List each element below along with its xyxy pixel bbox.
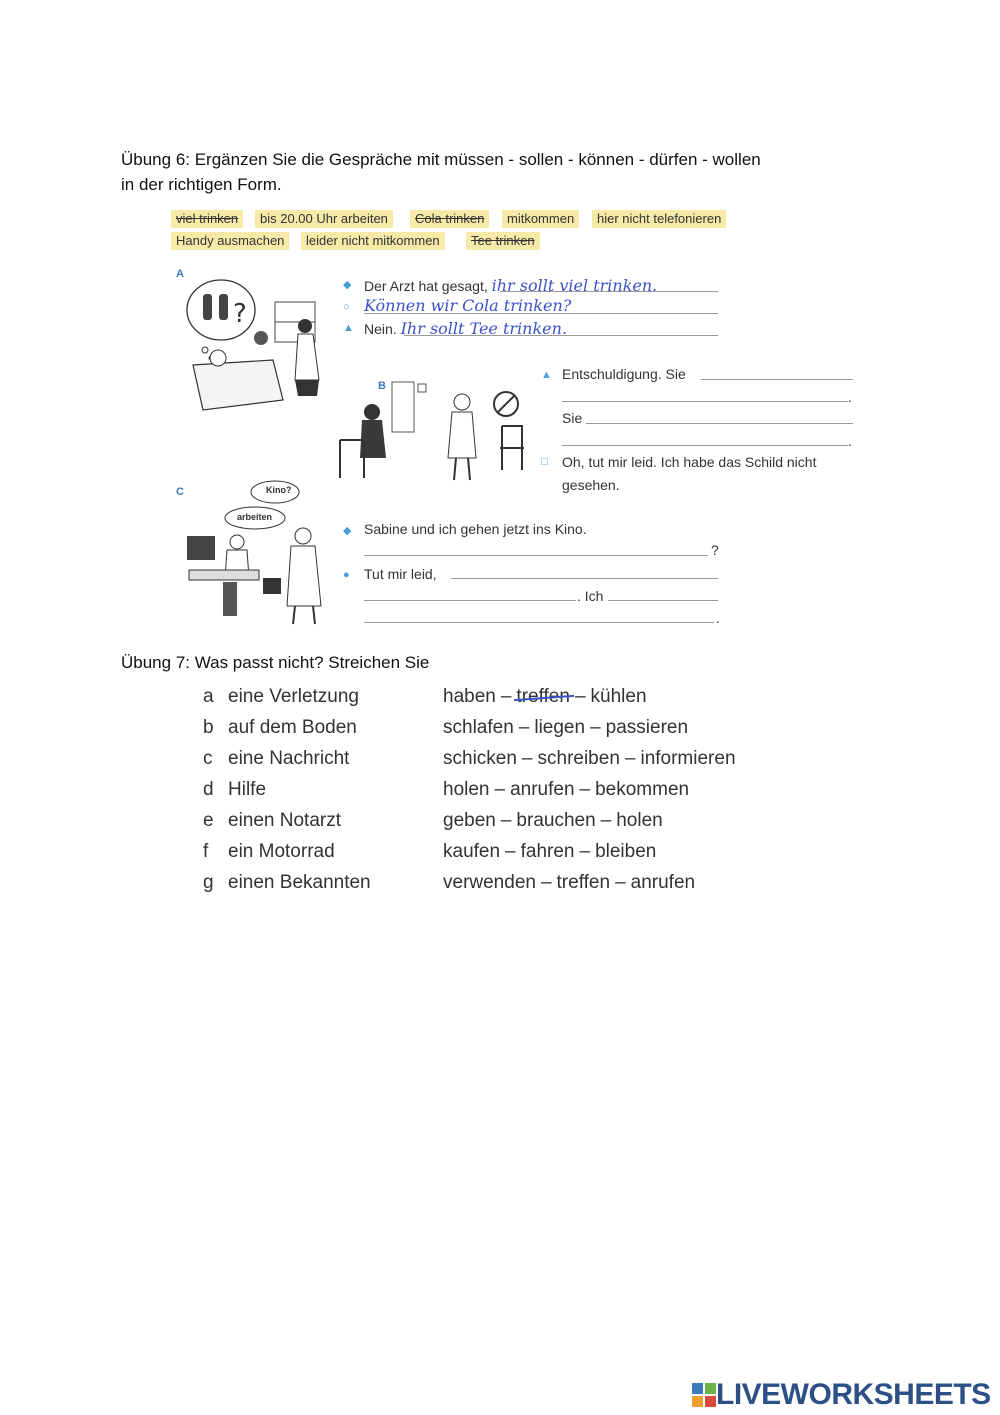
- verb-option[interactable]: liegen: [534, 717, 586, 738]
- chip-handy-ausmachen: Handy ausmachen: [171, 232, 289, 250]
- verb-option[interactable]: bekommen: [595, 779, 690, 800]
- verb-option[interactable]: passieren: [605, 717, 689, 738]
- logo-text: LIVEWORKSHEETS: [716, 1378, 991, 1411]
- verb-option[interactable]: kühlen: [590, 686, 647, 707]
- svg-text:?: ?: [233, 299, 247, 329]
- answer-input-line[interactable]: [451, 578, 718, 579]
- dash-separator: –: [579, 841, 591, 862]
- dash-separator: –: [540, 872, 552, 893]
- chip-hier-nicht-telefonieren: hier nicht telefonieren: [592, 210, 726, 228]
- bubble-kino: Kino?: [266, 485, 292, 495]
- triangle-icon: ▲: [343, 322, 354, 334]
- dash-separator: –: [615, 872, 626, 893]
- verb-option[interactable]: haben: [443, 686, 496, 707]
- answer-line: [364, 313, 718, 314]
- scene-a-label: A: [176, 268, 184, 280]
- dash-separator: –: [494, 779, 506, 800]
- answer-input-line[interactable]: [586, 423, 853, 424]
- verb-option[interactable]: treffen: [556, 872, 611, 893]
- verb-option[interactable]: brauchen: [516, 810, 596, 831]
- dash-separator: –: [500, 686, 512, 707]
- exercise7-item-noun: Hilfe: [228, 779, 267, 800]
- verb-option[interactable]: holen: [616, 810, 663, 831]
- exercise7-item-noun: eine Verletzung: [228, 686, 359, 707]
- scene-c-line1: Sabine und ich gehen jetzt ins Kino.: [364, 521, 587, 537]
- exercise7-item-verbs: [443, 841, 656, 863]
- exercise7-item-letter: e: [203, 810, 214, 831]
- verb-option[interactable]: schicken: [443, 748, 517, 769]
- exercise7-item-noun: ein Motorrad: [228, 841, 335, 862]
- verb-option[interactable]: treffen: [516, 686, 570, 707]
- answer-line: [404, 335, 718, 336]
- answer-input-line[interactable]: [364, 622, 714, 623]
- exercise7-item-noun: einen Notarzt: [228, 810, 342, 831]
- exercise7-item-noun: auf dem Boden: [228, 717, 357, 738]
- exercise7-item-letter: f: [203, 841, 209, 862]
- dash-separator: –: [600, 810, 612, 831]
- dash-separator: –: [574, 686, 586, 707]
- dash-separator: –: [590, 717, 601, 738]
- chip-mitkommen: mitkommen: [502, 210, 579, 228]
- chip-tee-trinken: Tee trinken: [466, 232, 540, 250]
- answer-input-line[interactable]: [364, 555, 708, 556]
- chip-viel-trinken: viel trinken: [171, 210, 243, 228]
- verb-option[interactable]: holen: [443, 779, 490, 800]
- scene-b-label: B: [378, 380, 386, 392]
- scene-a-line1: [364, 276, 657, 295]
- verb-option[interactable]: geben: [443, 810, 496, 831]
- answer-input-line[interactable]: [562, 401, 848, 402]
- exercise7-item-verbs: [443, 872, 695, 894]
- dash-separator: –: [500, 810, 512, 831]
- verb-option[interactable]: schreiben: [537, 748, 620, 769]
- period: .: [848, 433, 852, 449]
- scene-b-line3b: gesehen.: [562, 477, 620, 493]
- dash-separator: –: [521, 748, 533, 769]
- dot-icon: ●: [343, 569, 350, 581]
- exercise7-item-noun: eine Nachricht: [228, 748, 350, 769]
- verb-option[interactable]: verwenden: [443, 872, 536, 893]
- scene-b-line3a: Oh, tut mir leid. Ich habe das Schild nicht: [562, 454, 817, 470]
- answer-input-line[interactable]: [608, 600, 718, 601]
- period: .: [848, 389, 852, 405]
- answer-input-line[interactable]: [364, 600, 576, 601]
- exercise6-heading-line2: in der richtigen Form.: [121, 175, 282, 194]
- answer-line: [500, 291, 718, 292]
- scene-c-line4-end: .: [716, 610, 720, 626]
- verb-option[interactable]: informieren: [640, 748, 736, 769]
- chip-bis-20-uhr-arbeiten: bis 20.00 Uhr arbeiten: [255, 210, 393, 228]
- exercise7-item-noun: einen Bekannten: [228, 872, 371, 893]
- dash-separator: –: [624, 748, 636, 769]
- square-icon: □: [541, 456, 548, 468]
- answer-input-line[interactable]: [701, 379, 853, 380]
- exercise7-item-verbs: [443, 748, 736, 770]
- verb-option[interactable]: anrufen: [630, 872, 696, 893]
- answer-input-line[interactable]: [562, 445, 848, 446]
- exercise7-item-verbs: [443, 686, 647, 708]
- scene-a-line1-answer[interactable]: ihr sollt viel trinken.: [491, 276, 658, 295]
- exercise7-item-letter: g: [203, 872, 214, 893]
- exercise7-item-verbs: [443, 810, 663, 832]
- verb-option[interactable]: schlafen: [443, 717, 514, 738]
- scene-a-line3-answer[interactable]: Ihr sollt Tee trinken.: [400, 319, 568, 338]
- scene-b-line2: Sie: [562, 410, 583, 426]
- scene-a-line1-prefix: Der Arzt hat gesagt,: [364, 278, 488, 294]
- dash-separator: –: [579, 779, 591, 800]
- scene-a-line2-answer[interactable]: Können wir Cola trinken?: [364, 296, 572, 315]
- chip-leider-nicht-mitkommen: leider nicht mitkommen: [301, 232, 445, 250]
- exercise7-item-letter: d: [203, 779, 214, 800]
- dash-separator: –: [505, 841, 516, 862]
- exercise7-item-letter: b: [203, 717, 214, 738]
- scene-c-line2: Tut mir leid,: [364, 566, 437, 582]
- scene-c-line3-mid: . Ich: [577, 588, 604, 604]
- scene-b-illustration: [334, 378, 534, 488]
- scene-a-line3-prefix: Nein.: [364, 321, 397, 337]
- diamond-icon: ◆: [343, 279, 352, 291]
- verb-option[interactable]: bleiben: [595, 841, 657, 862]
- exercise7-heading: Übung 7: Was passt nicht? Streichen Sie: [121, 653, 430, 672]
- logo-mark-icon: [692, 1383, 716, 1407]
- liveworksheets-logo: [692, 1378, 991, 1412]
- chip-cola-trinken: Cola trinken: [410, 210, 489, 228]
- triangle-icon: ▲: [541, 369, 552, 381]
- dash-separator: –: [518, 717, 530, 738]
- exercise6-heading-line1: Übung 6: Ergänzen Sie die Gespräche mit müssen - sollen - können - dürfen - wollen: [121, 150, 761, 169]
- verb-option[interactable]: kaufen: [443, 841, 501, 862]
- circle-icon: ○: [343, 301, 350, 313]
- exercise7-item-verbs: [443, 717, 688, 739]
- verb-option[interactable]: fahren: [520, 841, 575, 862]
- exercise7-item-letter: a: [203, 686, 214, 707]
- exercise7-item-verbs: [443, 779, 689, 801]
- diamond-icon: ◆: [343, 525, 352, 537]
- exercise7-item-letter: c: [203, 748, 213, 769]
- question-mark: ?: [711, 542, 719, 558]
- verb-option[interactable]: anrufen: [510, 779, 575, 800]
- scene-b-line1: Entschuldigung. Sie: [562, 366, 686, 382]
- scene-c-label: C: [176, 486, 184, 498]
- exercise6-heading: [121, 147, 761, 197]
- bubble-arbeiten: arbeiten: [237, 512, 273, 522]
- scene-c-illustration: [183, 478, 333, 628]
- scene-a-illustration: [183, 270, 333, 415]
